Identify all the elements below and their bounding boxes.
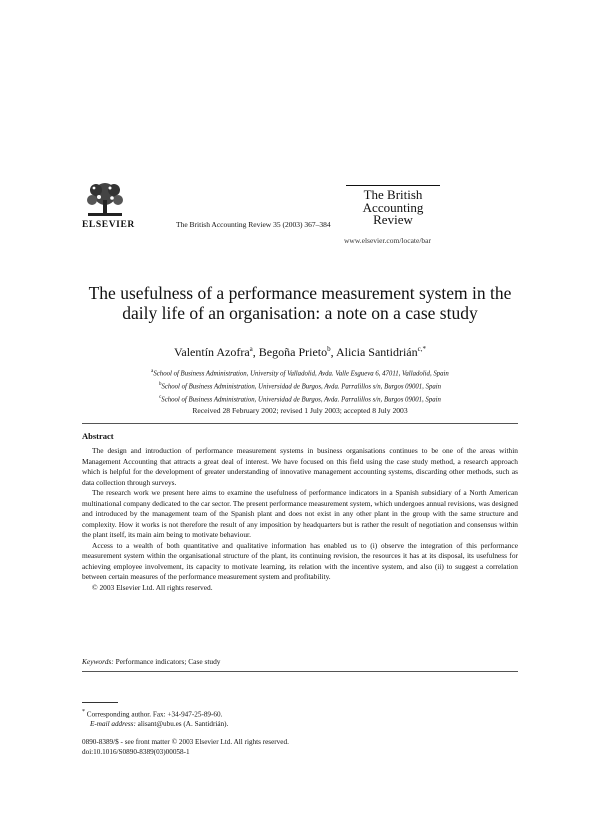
copyright-line: © 2003 Elsevier Ltd. All rights reserved. (92, 582, 213, 592)
keywords-text: Performance indicators; Case study (115, 657, 221, 666)
author-affil-marker: b (327, 345, 331, 353)
keywords (82, 657, 221, 666)
affiliation-marker: b (158, 381, 162, 387)
received-dates: Received 28 February 2002; revised 1 July 2003; accepted 8 July 2003 (192, 406, 408, 415)
email-link[interactable]: alisant@ubu.es (A. Santidrián). (137, 720, 229, 729)
divider (82, 671, 518, 672)
abstract-paragraph: The research work we present here aims to examine the usefulness of performance indicators in a Spanish subsidiary of a North American multinational company dedicated to the car sector. The present performance measurement system, which undergoes annual revisions, was designed and introduced by the management team of the Spanish plant and does not exist in any other plant in the group with the same structure and complexity. How it works is not therefore the result of any imposition by headquarters but is rather the result of negotiation and consensus within the plant itself, its main aim being to motivate behaviour. (82, 488, 518, 539)
affiliation (80, 393, 520, 406)
affiliation-text: School of Business Administration, Universidad de Burgos, Avda. Parralillos s/n, Burgos 09001, Spain (161, 395, 441, 403)
journal-title-line: Accounting (362, 199, 424, 215)
journal-title (346, 189, 440, 227)
footnote-marker: * (82, 709, 85, 715)
footnote-line (82, 719, 228, 729)
issn-line: 0890-8389/$ - see front matter © 2003 Elsevier Ltd. All rights reserved. (82, 738, 289, 746)
elsevier-tree-icon (82, 180, 128, 220)
article-title: The usefulness of a performance measurement system in the daily life of an organisation: a note on a case study (88, 283, 512, 323)
email-label: E-mail address: (90, 720, 136, 729)
journal-masthead (346, 185, 440, 227)
author-affil-marker: a (249, 345, 253, 353)
footnote-line (82, 707, 228, 719)
author-name: Alicia Santidrián (335, 345, 418, 359)
affiliation (80, 380, 520, 393)
affiliation-text: School of Business Administration, University of Valladolid, Avda. Valle Esgueva 6, 47011, Valladolid, Spain (153, 370, 449, 378)
abstract-body (82, 446, 518, 593)
author-name: Valentín Azofra (174, 345, 250, 359)
author-list: Valentín Azofra$^a$, Begoña Prieto$^b$, Alicia Santidrián$^{c,*}$ (174, 345, 426, 359)
abstract-paragraph: Access to a wealth of both quantitative and qualitative information has enabled us to (i) observe the integration of this performance measurement system within the organisational structure of the plant, its continuing revision, the resources it has at its disposal, its usefulness for achieving employee involvement, its capacity to motivate learning, its relation with the incentive system, and also (ii) to suggest a correlation between certain measures of the performance measurement system and profitability. (82, 540, 518, 581)
affiliation-marker: a (151, 369, 154, 374)
author-name: Begoña Prieto (258, 345, 328, 359)
abstract-paragraph: The design and introduction of performance measurement systems in business organisations continues to be one of the areas within Management Accounting that attracts a great deal of interest. We have focused on this field using the case study method, a research approach which is helpful for the development of greater understanding of innovative management accounting systems, discarding other methods, such as data collection through surveys. (82, 446, 518, 487)
journal-title-line: Review (373, 212, 413, 227)
keywords-label: Keywords: (82, 657, 114, 666)
journal-url-link[interactable]: www.elsevier.com/locate/bar (344, 236, 431, 245)
author-affil-marker: c,* (417, 345, 426, 353)
affiliation-marker: c (159, 394, 162, 400)
abstract-heading: Abstract (82, 431, 114, 441)
masthead-rule (346, 185, 440, 186)
affiliation-list (80, 367, 520, 405)
footnote-text: Corresponding author. Fax: +34-947-25-89-60. (86, 710, 223, 719)
divider (82, 423, 518, 424)
doi-line: doi:10.1016/S0890-8389(03)00058-1 (82, 748, 190, 756)
publisher-name: ELSEVIER (82, 220, 135, 230)
affiliation-text: School of Business Administration, Universidad de Burgos, Avda. Parralillos s/n, Burgos 09001, Spain (161, 383, 442, 391)
footnote-rule (82, 702, 118, 703)
issn-block (82, 737, 289, 757)
footnote (82, 707, 228, 729)
journal-citation: The British Accounting Review 35 (2003) 367–384 (176, 220, 331, 229)
affiliation (80, 367, 520, 380)
journal-title-line: The British (363, 187, 423, 202)
elsevier-logo (82, 180, 135, 230)
